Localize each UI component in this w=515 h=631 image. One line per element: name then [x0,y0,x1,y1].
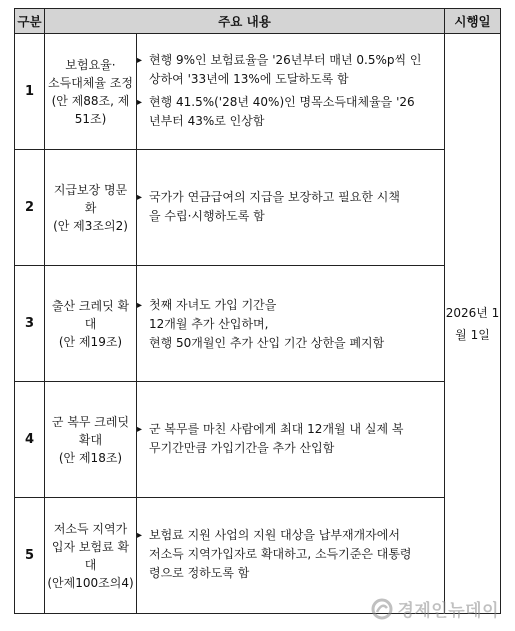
row-description [137,34,445,150]
table-header-row [15,9,501,34]
row-description [137,266,445,382]
watermark-text: 경제인뉴데이 [397,601,499,621]
publisher-watermark [371,596,499,621]
row-title: 저소득 지역가 입자 보험료 확 대 (안제100조의4) [45,498,137,614]
row-title: 군 복무 크레딧 확대 (안 제18조) [45,382,137,498]
row-number: 2 [15,150,45,266]
bullet-item: ▸ 국가가 연금급여의 지급을 보장하고 필요한 시책 을 수립·시행하도록 함 [137,188,444,226]
reform-table [14,8,501,614]
row-number: 5 [15,498,45,614]
table-row [15,266,501,382]
bullet-continuation: 12개월 추가 산입하며, 현행 50개월인 추가 산입 기간 상한을 폐지함 [149,317,385,350]
row-description [137,382,445,498]
row-title: 보험요율· 소득대체율 조정 (안 제88조, 제 51조) [45,34,137,150]
effective-date: 2026년 1 월 1일 [445,34,501,614]
bullet-arrow-icon: ▸ [137,300,143,311]
bullet-item: ▸ 현행 9%인 보험료율을 '26년부터 매년 0.5%p씩 인 상하여 '33년에 13%에 도달하도록 함 [137,51,444,89]
header-main-content: 주요 내용 [45,9,445,34]
row-number: 4 [15,382,45,498]
row-number: 1 [15,34,45,150]
bullet-arrow-icon: ▸ [137,96,143,108]
row-title: 출산 크레딧 확 대 (안 제19조) [45,266,137,382]
bullet-item: ▸ 현행 41.5%('28년 40%)인 명목소득대체율을 '26 년부터 43%로 인상함 [137,93,444,131]
header-category: 구분 [15,9,45,34]
row-description [137,150,445,266]
bullet-item: ▸ 보험료 지원 사업의 지원 대상을 납부재개자에서 저소득 지역가입자로 확대하고, 소득기준은 대통령 령으로 정하도록 함 [137,526,444,583]
bullet-arrow-icon: ▸ [137,530,143,541]
bullet-arrow-icon: ▸ [137,54,143,66]
bullet-arrow-icon: ▸ [137,191,143,203]
row-number: 3 [15,266,45,382]
table-row [15,150,501,266]
table-row [15,34,501,150]
header-effective-date: 시행일 [445,9,501,34]
table-row [15,382,501,498]
bullet-item: ▸ 첫째 자녀도 가입 기간을 [137,296,444,315]
bullet-item: ▸ 군 복무를 마친 사람에게 최대 12개월 내 실제 복 무기간만큼 가입기간을 추가 산입함 [137,420,444,458]
bullet-arrow-icon: ▸ [137,423,143,435]
row-title: 지급보장 명문 화 (안 제3조의2) [45,150,137,266]
swirl-logo-icon [371,598,393,620]
